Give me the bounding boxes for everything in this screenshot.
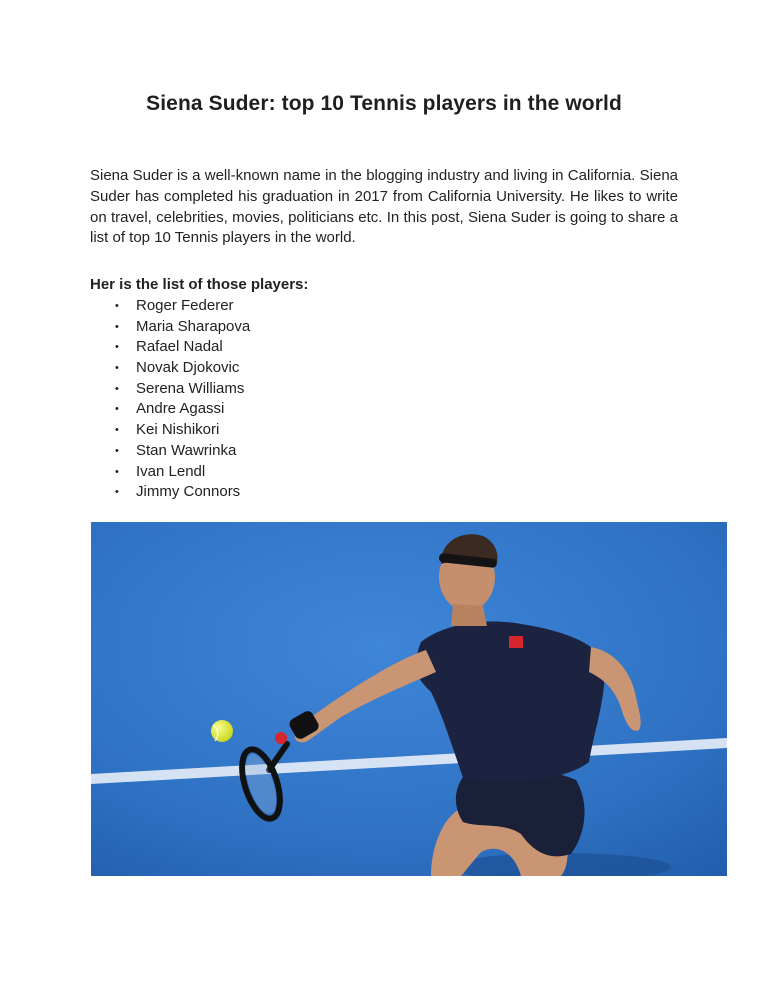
player-name: Stan Wawrinka — [136, 441, 237, 459]
list-item — [90, 399, 250, 420]
list-item — [90, 317, 250, 338]
tennis-ball-icon — [211, 720, 233, 742]
bullet-icon: • — [115, 341, 119, 354]
player-name: Maria Sharapova — [136, 317, 251, 335]
bullet-icon: • — [115, 300, 119, 312]
player-name: Kei Nishikori — [136, 421, 220, 439]
bullet-icon: • — [115, 444, 119, 457]
players-list — [90, 296, 250, 503]
list-item — [90, 337, 250, 358]
player-name: Andre Agassi — [136, 400, 225, 418]
intro-paragraph: Siena Suder is a well-known name in the blogging industry and living in California. Siena Suder has completed his graduation in 2017 from California University. He likes to write on travel, celebrities, movies, politicians etc. In this post, Siena Suder is going to share a list of top 10 Tennis players in the world. — [90, 167, 678, 247]
bullet-icon: • — [115, 486, 119, 499]
shirt-logo — [509, 636, 523, 648]
player-name: Rafael Nadal — [136, 338, 223, 356]
list-item — [90, 358, 250, 379]
tennis-player-photo — [91, 522, 727, 876]
bullet-icon: • — [115, 465, 119, 478]
list-item — [90, 379, 250, 400]
bullet-icon: • — [115, 362, 119, 375]
list-item — [90, 441, 250, 462]
bullet-icon: • — [115, 424, 119, 437]
list-item — [90, 482, 250, 503]
player-name: Jimmy Connors — [136, 483, 241, 501]
bullet-icon: • — [115, 382, 119, 395]
list-item — [90, 462, 250, 483]
photo-illustration — [91, 522, 727, 876]
player-name: Roger Federer — [136, 297, 234, 314]
list-item — [90, 420, 250, 441]
page-title: Siena Suder: top 10 Tennis players in the world — [146, 92, 622, 115]
list-item — [90, 296, 250, 317]
player-name: Serena Williams — [136, 379, 245, 397]
player-neck — [451, 604, 487, 626]
list-heading: Her is the list of those players: — [90, 276, 309, 293]
player-name: Novak Djokovic — [136, 359, 240, 377]
bullet-icon: • — [115, 320, 119, 333]
bullet-icon: • — [115, 403, 119, 416]
player-name: Ivan Lendl — [136, 462, 206, 480]
